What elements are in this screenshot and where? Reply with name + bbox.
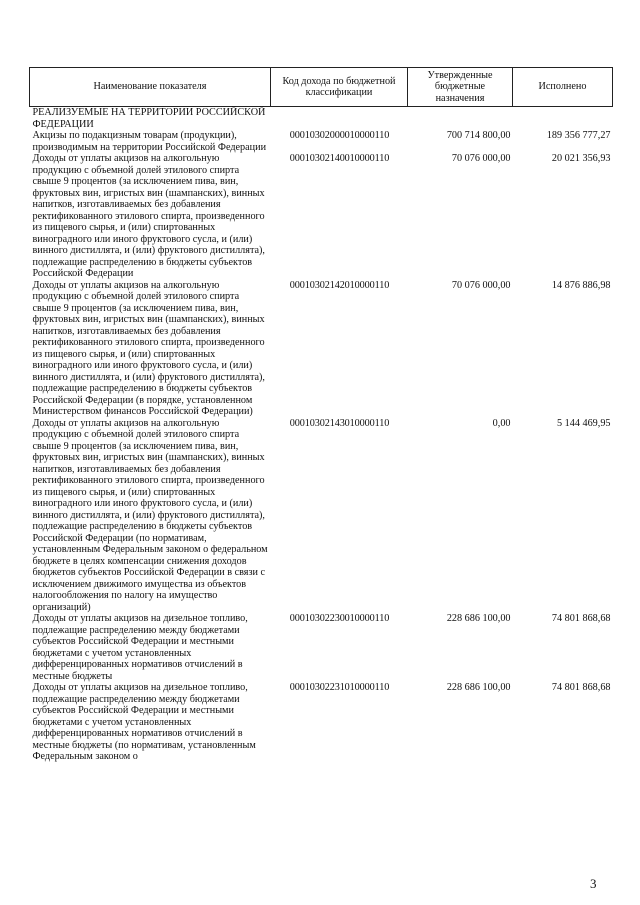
row-name: Доходы от уплаты акцизов на алкогольную продукцию с объемной долей этилового спирта свыше 9 процентов (за исключением пива, вин, фруктовых вин, игристых вин (шампанских), винных напитков, изготавливаемых без добавления ректификованного этилового спирта, произведенного из пищевого сырья, и (или) спиртованных виноградного или иного фруктового сусла, и (или) винного дистиллята, и (или) фруктового дистиллята), подлежащие распределению в бюджеты субъектов Российской Федерации (в порядке, установленном Министерством финансов Российской Федерации) [32, 279, 265, 417]
table-row [30, 418, 613, 614]
row-approved: 70 076 000,00 [451, 153, 511, 164]
row-executed: 5 144 469,95 [557, 417, 611, 429]
table-row [30, 682, 613, 763]
row-approved: 700 714 800,00 [446, 130, 511, 141]
row-code: 00010302143010000110 [289, 417, 390, 429]
row-code: 00010302142010000110 [289, 279, 390, 291]
row-executed: 14 876 886,98 [551, 279, 611, 291]
table-row [30, 613, 613, 682]
row-approved: 228 686 100,00 [446, 682, 511, 693]
header-approved: Утвержденные бюджетные назначения [408, 68, 513, 107]
table-row [30, 280, 613, 418]
row-code: 00010302140010000110 [289, 153, 390, 164]
table-header-row [30, 68, 613, 107]
row-approved: 0,00 [492, 417, 511, 429]
row-name: Доходы от уплаты акцизов на алкогольную продукцию с объемной долей этилового спирта свыше 9 процентов (за исключением пива, вин, фруктовых вин, игристых вин (шампанских), винных напитков, изготавливаемых без добавления ректификованного этилового спирта, произведенного из пищевого сырья, и (или) спиртованных виноградного или иного фруктового сусла, и (или) винного дистиллята, и (или) фруктового дистиллята), подлежащие распределению в бюджеты субъектов Российской Федерации (по нормативам, установленным Федеральным законом о федеральном бюджете в целях компенсации снижения доходов бюджетов субъектов Российской Федерации в связи с исключением движимого имущества из объектов налогообложения по налогу на имущество организаций) [32, 417, 268, 613]
continuation-row [30, 107, 613, 131]
row-approved: 70 076 000,00 [451, 279, 511, 291]
header-code: Код дохода по бюджетной классификации [271, 68, 408, 107]
row-code: 00010302000010000110 [289, 130, 390, 141]
row-executed: 20 021 356,93 [551, 153, 611, 164]
row-name: Доходы от уплаты акцизов на дизельное топливо, подлежащие распределению между бюджетами субъектов Российской Федерации и местными бюджетами с учетом установленных дифференцированных нормативов отчислений в местные бюджеты (по нормативам, установленным Федеральным законом о [32, 682, 256, 762]
table-row [30, 153, 613, 280]
row-code: 00010302231010000110 [289, 682, 390, 693]
row-code: 00010302230010000110 [289, 613, 390, 624]
row-name: Акцизы по подакцизным товарам (продукции), производимым на территории Российской Федерации [32, 130, 267, 153]
budget-execution-table [29, 67, 613, 763]
header-executed: Исполнено [513, 68, 613, 107]
page-number: 3 [590, 876, 597, 891]
row-executed: 189 356 777,27 [546, 130, 611, 141]
continuation-text: РЕАЛИЗУЕМЫЕ НА ТЕРРИТОРИИ РОССИЙСКОЙ ФЕДЕРАЦИИ [32, 107, 266, 130]
table-row [30, 130, 613, 153]
row-name: Доходы от уплаты акцизов на алкогольную продукцию с объемной долей этилового спирта свыше 9 процентов (за исключением пива, вин, фруктовых вин, игристых вин (шампанских), винных напитков, изготавливаемых без добавления ректификованного этилового спирта, произведенного из пищевого сырья, и (или) спиртованных виноградного или иного фруктового сусла, и (или) винного дистиллята, и (или) фруктового дистиллята), подлежащие распределению в бюджеты субъектов Российской Федерации [32, 153, 265, 279]
row-executed: 74 801 868,68 [551, 613, 611, 624]
row-executed: 74 801 868,68 [551, 682, 611, 693]
row-approved: 228 686 100,00 [446, 613, 511, 624]
header-name: Наименование показателя [30, 68, 271, 107]
row-name: Доходы от уплаты акцизов на дизельное топливо, подлежащие распределению между бюджетами субъектов Российской Федерации и местными бюджетами с учетом установленных дифференцированных нормативов отчислений в местные бюджеты [32, 613, 248, 682]
